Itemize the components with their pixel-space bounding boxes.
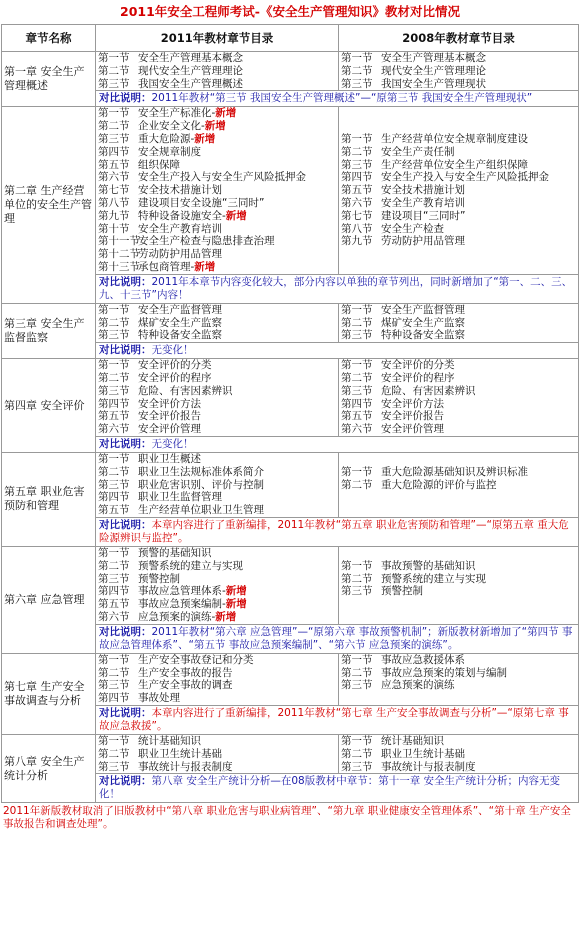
section-item xyxy=(98,372,336,385)
section-item xyxy=(341,654,576,667)
section-title: 安全评价的程序 xyxy=(138,371,212,384)
section-title: 安全规章制度 xyxy=(138,145,201,158)
section-item xyxy=(341,585,576,598)
section-number: 第六节 xyxy=(341,423,373,436)
comparison-note xyxy=(96,705,579,734)
sections-2011 xyxy=(96,452,339,517)
section-item xyxy=(98,748,336,761)
section-title: 安全评价的分类 xyxy=(381,359,455,372)
section-item xyxy=(341,679,576,692)
section-number: 第一节 xyxy=(341,132,373,145)
section-item xyxy=(98,453,336,466)
comparison-table xyxy=(1,24,579,803)
sections-2008 xyxy=(339,52,579,91)
chapter-name: 第三章 安全生产监督监察 xyxy=(2,303,96,358)
section-item xyxy=(98,598,336,611)
section-number: 第一节 xyxy=(341,465,373,478)
section-title: 现代安全生产管理理论 xyxy=(381,64,486,77)
section-title: 建设项目“三同时” xyxy=(381,209,466,222)
section-title: 现代安全生产管理理论 xyxy=(138,64,243,77)
section-item xyxy=(341,171,576,184)
chapter-name: 第五章 职业危害预防和管理 xyxy=(2,452,96,546)
section-number: 第三节 xyxy=(98,679,130,692)
section-item xyxy=(341,359,576,372)
section-title: 应急预案的演练- xyxy=(138,610,216,623)
section-item xyxy=(98,560,336,573)
section-number: 第二节 xyxy=(98,666,130,679)
sections-2008 xyxy=(339,303,579,342)
section-number: 第十一节 xyxy=(98,235,140,248)
section-item xyxy=(341,159,576,172)
section-title: 预警控制 xyxy=(381,585,423,598)
section-number: 第三节 xyxy=(341,158,373,171)
section-title: 事故预警的基础知识 xyxy=(381,559,476,572)
section-item xyxy=(98,761,336,774)
section-item xyxy=(98,359,336,372)
section-title: 安全评价方法 xyxy=(138,397,201,410)
section-title: 煤矿安全生产监察 xyxy=(138,316,222,329)
chapter-row xyxy=(2,546,579,624)
chapter-name: 第八章 安全生产统计分析 xyxy=(2,734,96,802)
section-item xyxy=(341,398,576,411)
section-number: 第六节 xyxy=(98,423,130,436)
section-number: 第七节 xyxy=(98,184,130,197)
chapter-row xyxy=(2,653,579,705)
section-item xyxy=(341,385,576,398)
section-item xyxy=(341,65,576,78)
section-number: 第八节 xyxy=(341,222,373,235)
section-item xyxy=(341,317,576,330)
section-title: 我国安全生产管理现状 xyxy=(381,77,486,90)
section-number: 第三节 xyxy=(98,384,130,397)
sections-2011 xyxy=(96,303,339,342)
section-item xyxy=(341,667,576,680)
section-item xyxy=(98,398,336,411)
section-number: 第四节 xyxy=(341,397,373,410)
section-title: 职业危害识别、评价与控制 xyxy=(138,478,264,491)
section-title: 统计基础知识 xyxy=(381,734,444,747)
section-title: 安全评价管理 xyxy=(138,423,201,436)
section-title: 安全生产管理基本概念 xyxy=(138,52,243,64)
note-label: 对比说明： xyxy=(99,344,152,357)
section-item xyxy=(341,78,576,91)
section-item xyxy=(98,261,336,274)
section-title: 职业卫生法规标准体系简介 xyxy=(138,465,264,478)
section-item xyxy=(341,210,576,223)
chapter-row xyxy=(2,452,579,517)
chapter-name: 第六章 应急管理 xyxy=(2,546,96,653)
section-title: 生产经营单位安全规章制度建设 xyxy=(381,132,528,145)
chapter-row xyxy=(2,107,579,274)
section-number: 第十二节 xyxy=(98,248,140,261)
section-item xyxy=(341,304,576,317)
section-number: 第三节 xyxy=(341,679,373,692)
chapter-row xyxy=(2,359,579,437)
section-title: 生产安全事故登记和分类 xyxy=(138,653,254,666)
section-number: 第二节 xyxy=(341,572,373,585)
footer-note: 2011年新版教材取消了旧版教材中“第八章 职业危害与职业病管理”、“第九章 职业健康安全管理体系”、“第十章 生产安全事故报告和调查处理”。 xyxy=(3,805,571,831)
sections-2008 xyxy=(339,452,579,517)
section-title: 职业卫生概述 xyxy=(138,452,201,465)
section-title: 安全生产标准化- xyxy=(138,107,216,120)
section-title: 组织保障 xyxy=(138,158,180,171)
note-text: 2011年教材“第三节 我国安全生产管理概述”—“原第三节 我国安全生产管理现状” xyxy=(151,92,533,105)
note-text: 本章内容进行了重新编排，2011年教材“第七章 生产安全事故调查与分析”—“原第七章 事故应急救援”。 xyxy=(99,706,569,732)
section-title: 特种设备安全监察 xyxy=(138,329,222,342)
section-item xyxy=(341,223,576,236)
section-number: 第十三节 xyxy=(98,260,140,273)
section-item xyxy=(341,573,576,586)
note-label: 对比说明： xyxy=(99,275,152,288)
section-number: 第一节 xyxy=(341,653,373,666)
section-title: 预警控制 xyxy=(138,572,180,585)
section-title: 承包商管理- xyxy=(138,260,195,273)
section-item xyxy=(341,735,576,748)
section-title: 特种设备安全监察 xyxy=(381,329,465,342)
section-title: 危险、有害因素辨识 xyxy=(381,384,476,397)
section-item xyxy=(98,547,336,560)
section-number: 第一节 xyxy=(341,734,373,747)
section-title: 安全生产投入与安全生产风险抵押金 xyxy=(138,171,306,184)
section-item xyxy=(341,133,576,146)
section-item xyxy=(98,146,336,159)
section-title: 生产经营单位安全生产组织保障 xyxy=(381,158,528,171)
section-title: 安全技术措施计划 xyxy=(381,184,465,197)
section-title: 生产经营单位职业卫生管理 xyxy=(138,504,264,517)
section-title: 我国安全生产管理概述 xyxy=(138,77,243,90)
section-title: 事故统计与报表制度 xyxy=(381,760,476,773)
section-title: 安全技术措施计划 xyxy=(138,184,222,197)
section-title: 事故应急管理体系- xyxy=(138,585,226,598)
note-text: 无变化！ xyxy=(151,437,194,450)
section-number: 第一节 xyxy=(98,546,130,559)
section-number: 第二节 xyxy=(98,747,130,760)
section-item xyxy=(341,761,576,774)
section-number: 第二节 xyxy=(341,747,373,760)
section-number: 第二节 xyxy=(98,465,130,478)
section-number: 第九节 xyxy=(98,209,130,222)
comparison-note xyxy=(96,774,579,803)
section-item xyxy=(98,735,336,748)
section-item xyxy=(98,667,336,680)
section-item xyxy=(98,107,336,120)
section-title: 事故应急预案的策划与编制 xyxy=(381,666,507,679)
section-item xyxy=(98,120,336,133)
section-title: 事故应急预案编制- xyxy=(138,598,226,611)
section-item xyxy=(98,133,336,146)
section-item xyxy=(98,329,336,342)
section-number: 第二节 xyxy=(98,120,130,133)
section-item xyxy=(98,184,336,197)
section-title: 统计基础知识 xyxy=(138,734,201,747)
section-number: 第一节 xyxy=(98,452,130,465)
section-item xyxy=(98,223,336,236)
section-item xyxy=(98,385,336,398)
section-title: 职业卫生统计基础 xyxy=(138,747,222,760)
section-number: 第二节 xyxy=(98,316,130,329)
note-text: 无变化！ xyxy=(151,344,194,357)
section-number: 第五节 xyxy=(98,598,130,611)
section-number: 第三节 xyxy=(341,384,373,397)
section-number: 第三节 xyxy=(341,77,373,90)
section-item xyxy=(341,748,576,761)
section-item xyxy=(98,317,336,330)
section-item xyxy=(98,197,336,210)
note-text: 第八章 安全生产统计分析—在08版教材中章节：第十一章 安全生产统计分析；内容无变化！ xyxy=(99,775,561,801)
section-number: 第一节 xyxy=(341,303,373,316)
sections-2008 xyxy=(339,653,579,705)
comparison-note xyxy=(96,436,579,452)
section-number: 第七节 xyxy=(341,209,373,222)
new-badge: 新增 xyxy=(215,610,237,623)
section-number: 第十节 xyxy=(98,222,130,235)
note-text: 本章内容进行了重新编排，2011年教材“第五章 职业危害预防和管理”—“原第五章 重大危险源辨识与监控”。 xyxy=(99,518,569,544)
section-number: 第二节 xyxy=(98,64,130,77)
section-title: 安全生产监督管理 xyxy=(381,303,465,316)
section-number: 第一节 xyxy=(341,52,373,64)
header-2011: 2011年教材章节目录 xyxy=(96,25,339,52)
sections-2011 xyxy=(96,546,339,624)
section-item xyxy=(98,585,336,598)
chapter-row xyxy=(2,734,579,773)
sections-2008 xyxy=(339,107,579,274)
section-item xyxy=(341,52,576,65)
section-number: 第二节 xyxy=(98,559,130,572)
comparison-note xyxy=(96,274,579,303)
section-number: 第一节 xyxy=(98,359,130,372)
note-label: 对比说明： xyxy=(99,92,152,105)
section-title: 生产安全事故的调查 xyxy=(138,679,233,692)
section-item xyxy=(341,560,576,573)
comparison-note xyxy=(96,343,579,359)
section-number: 第四节 xyxy=(98,491,130,504)
new-badge: 新增 xyxy=(194,260,216,273)
section-number: 第一节 xyxy=(98,52,130,64)
section-number: 第一节 xyxy=(98,303,130,316)
new-badge: 新增 xyxy=(225,585,247,598)
section-title: 职业卫生统计基础 xyxy=(381,747,465,760)
comparison-note xyxy=(96,91,579,107)
chapter-row xyxy=(2,303,579,342)
section-item xyxy=(98,692,336,705)
section-item xyxy=(98,52,336,65)
page-title: 2011年安全工程师考试-《安全生产管理知识》教材对比情况 xyxy=(120,4,460,19)
new-badge: 新增 xyxy=(194,132,216,145)
section-title: 安全生产监督管理 xyxy=(138,303,222,316)
section-number: 第三节 xyxy=(98,77,130,90)
section-title: 劳动防护用品管理 xyxy=(381,235,465,248)
sections-2008 xyxy=(339,546,579,624)
section-item xyxy=(98,159,336,172)
comparison-note xyxy=(96,624,579,653)
section-item xyxy=(341,329,576,342)
sections-2011 xyxy=(96,52,339,91)
section-number: 第六节 xyxy=(341,196,373,209)
section-item xyxy=(341,184,576,197)
section-number: 第四节 xyxy=(98,397,130,410)
section-title: 安全生产管理基本概念 xyxy=(381,52,486,64)
section-title: 重大危险源- xyxy=(138,132,195,145)
section-number: 第八节 xyxy=(98,196,130,209)
section-item xyxy=(98,504,336,517)
section-item xyxy=(98,78,336,91)
section-number: 第一节 xyxy=(341,559,373,572)
section-item xyxy=(341,423,576,436)
comparison-note xyxy=(96,517,579,546)
section-item xyxy=(98,304,336,317)
section-item xyxy=(98,466,336,479)
section-title: 职业卫生监督管理 xyxy=(138,491,222,504)
section-number: 第一节 xyxy=(341,359,373,372)
section-title: 预警的基础知识 xyxy=(138,546,212,559)
header-chapter: 章节名称 xyxy=(2,25,96,52)
section-title: 预警系统的建立与实现 xyxy=(138,559,243,572)
note-label: 对比说明： xyxy=(99,706,152,719)
section-number: 第二节 xyxy=(341,145,373,158)
section-title: 生产安全事故的报告 xyxy=(138,666,233,679)
section-title: 重大危险源基础知识及辨识标准 xyxy=(381,465,528,478)
section-number: 第五节 xyxy=(98,158,130,171)
sections-2008 xyxy=(339,359,579,437)
chapter-name: 第七章 生产安全事故调查与分析 xyxy=(2,653,96,734)
section-item xyxy=(341,410,576,423)
section-item xyxy=(98,679,336,692)
sections-2011 xyxy=(96,734,339,773)
section-number: 第三节 xyxy=(98,329,130,342)
note-text: 2011年教材“第六章 应急管理”—“原第六章 事故预警机制”；新版教材新增加了“第四节 事故应急管理体系”、“第五节 事故应急预案编制”、“第六节 应急预案的演练”。 xyxy=(99,625,573,651)
new-badge: 新增 xyxy=(215,107,237,120)
section-title: 煤矿安全生产监察 xyxy=(381,316,465,329)
sections-2011 xyxy=(96,107,339,274)
section-item xyxy=(98,65,336,78)
section-item xyxy=(98,410,336,423)
chapter-row xyxy=(2,52,579,91)
section-item xyxy=(341,372,576,385)
section-title: 安全评价管理 xyxy=(381,423,444,436)
section-title: 预警系统的建立与实现 xyxy=(381,572,486,585)
section-title: 特种设备设施安全- xyxy=(138,209,226,222)
section-item xyxy=(98,423,336,436)
section-item xyxy=(98,235,336,248)
section-title: 劳动防护用品管理 xyxy=(138,248,222,261)
section-title: 企业安全文化- xyxy=(138,120,205,133)
section-number: 第二节 xyxy=(341,666,373,679)
section-number: 第三节 xyxy=(98,572,130,585)
section-title: 重大危险源的评价与监控 xyxy=(381,478,497,491)
sections-2008 xyxy=(339,734,579,773)
section-item xyxy=(341,466,576,479)
section-number: 第四节 xyxy=(98,692,130,705)
section-number: 第一节 xyxy=(98,107,130,120)
sections-2011 xyxy=(96,359,339,437)
note-text: 2011年本章节内容变化较大，部分内容以单独的章节列出，同时新增加了“第一、二、三、九、十三节”内容！ xyxy=(99,275,573,301)
new-badge: 新增 xyxy=(225,598,247,611)
section-item xyxy=(98,611,336,624)
section-title: 安全生产检查 xyxy=(381,222,444,235)
section-item xyxy=(98,491,336,504)
chapter-name: 第二章 生产经营单位的安全生产管理 xyxy=(2,107,96,303)
section-title: 安全生产教育培训 xyxy=(381,196,465,209)
header-2008: 2008年教材章节目录 xyxy=(339,25,579,52)
section-number: 第五节 xyxy=(98,504,130,517)
section-item xyxy=(341,479,576,492)
section-title: 安全生产教育培训 xyxy=(138,222,222,235)
note-label: 对比说明： xyxy=(99,625,152,638)
section-number: 第三节 xyxy=(98,132,130,145)
section-item xyxy=(98,479,336,492)
section-number: 第一节 xyxy=(98,734,130,747)
chapter-name: 第四章 安全评价 xyxy=(2,359,96,453)
note-label: 对比说明： xyxy=(99,775,152,788)
header-row xyxy=(2,25,579,52)
section-number: 第二节 xyxy=(341,316,373,329)
section-number: 第五节 xyxy=(341,410,373,423)
section-title: 安全评价报告 xyxy=(381,410,444,423)
section-title: 事故处理 xyxy=(138,692,180,705)
section-item xyxy=(98,573,336,586)
section-item xyxy=(98,248,336,261)
new-badge: 新增 xyxy=(204,120,226,133)
note-label: 对比说明： xyxy=(99,437,152,450)
section-title: 危险、有害因素辨识 xyxy=(138,384,233,397)
section-item xyxy=(98,654,336,667)
chapter-name: 第一章 安全生产管理概述 xyxy=(2,52,96,107)
sections-2011 xyxy=(96,653,339,705)
section-item xyxy=(98,210,336,223)
section-number: 第三节 xyxy=(98,760,130,773)
section-number: 第四节 xyxy=(341,171,373,184)
section-item xyxy=(341,235,576,248)
section-number: 第四节 xyxy=(98,145,130,158)
section-title: 安全评价报告 xyxy=(138,410,201,423)
section-title: 安全生产投入与安全生产风险抵押金 xyxy=(381,171,549,184)
note-label: 对比说明： xyxy=(99,518,152,531)
new-badge: 新增 xyxy=(225,209,247,222)
section-title: 安全生产检查与隐患排查治理 xyxy=(138,235,275,248)
section-number: 第三节 xyxy=(341,585,373,598)
section-title: 事故应急救援体系 xyxy=(381,653,465,666)
section-number: 第三节 xyxy=(341,329,373,342)
section-number: 第一节 xyxy=(98,653,130,666)
section-number: 第五节 xyxy=(341,184,373,197)
section-number: 第九节 xyxy=(341,235,373,248)
section-number: 第二节 xyxy=(341,478,373,491)
section-number: 第六节 xyxy=(98,171,130,184)
section-item xyxy=(341,197,576,210)
section-item xyxy=(341,146,576,159)
section-number: 第六节 xyxy=(98,610,130,623)
section-title: 安全评价方法 xyxy=(381,397,444,410)
section-title: 应急预案的演练 xyxy=(381,679,455,692)
section-number: 第三节 xyxy=(341,760,373,773)
section-title: 安全评价的程序 xyxy=(381,371,455,384)
section-number: 第二节 xyxy=(98,371,130,384)
section-number: 第三节 xyxy=(98,478,130,491)
section-title: 事故统计与报表制度 xyxy=(138,760,233,773)
section-title: 安全评价的分类 xyxy=(138,359,212,372)
section-title: 安全生产责任制 xyxy=(381,145,455,158)
section-number: 第二节 xyxy=(341,371,373,384)
section-number: 第四节 xyxy=(98,585,130,598)
section-title: 建设项目安全设施“三同时” xyxy=(138,196,265,209)
section-item xyxy=(98,171,336,184)
section-number: 第二节 xyxy=(341,64,373,77)
section-number: 第五节 xyxy=(98,410,130,423)
